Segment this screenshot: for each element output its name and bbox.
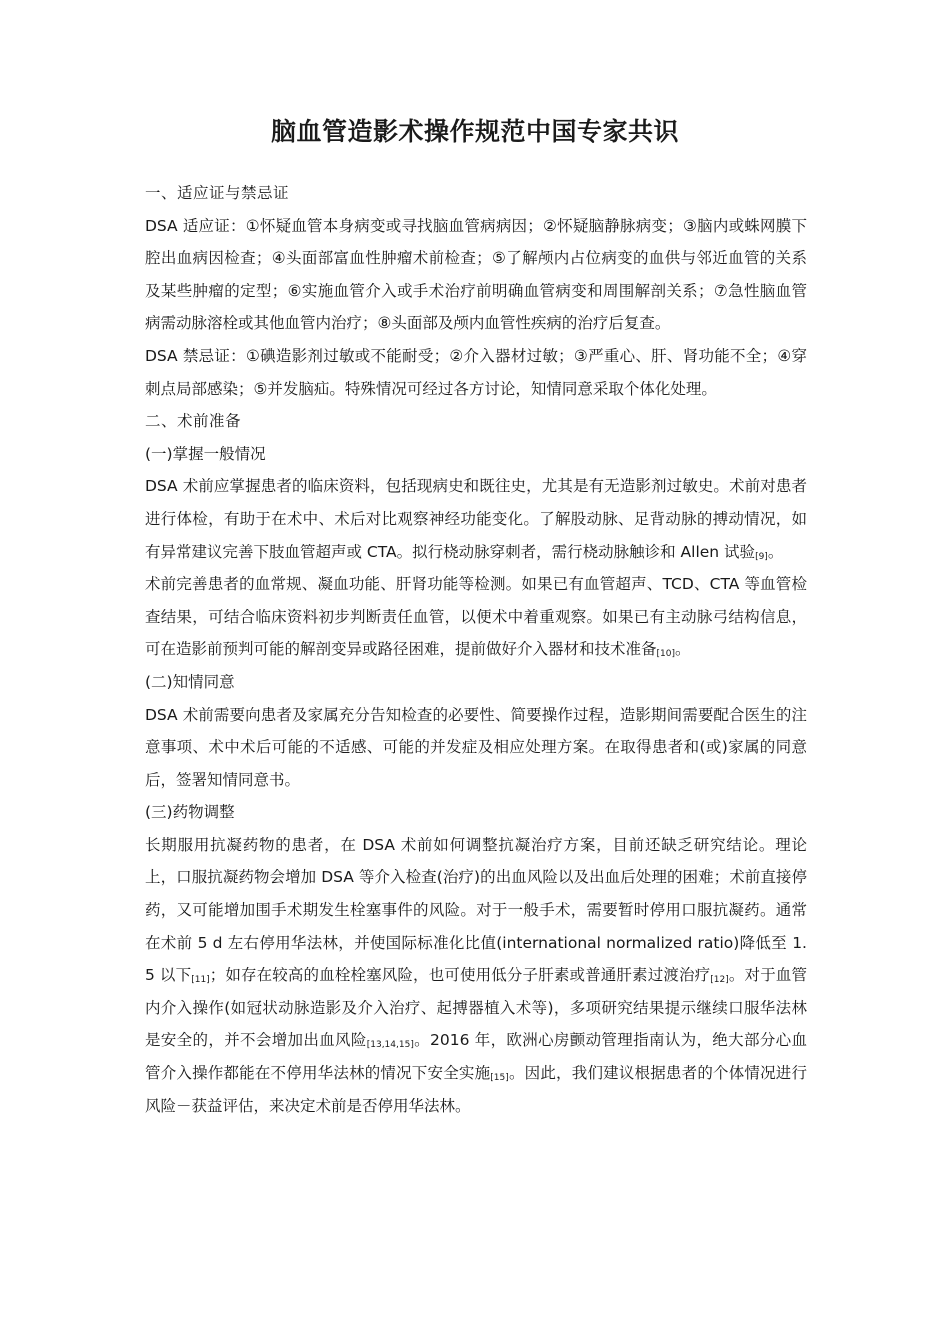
subsection-heading-medication: (三)药物调整	[145, 803, 235, 822]
citation-ref: [10]	[656, 649, 675, 660]
section-heading-indications: 一、适应证与禁忌证	[145, 184, 290, 202]
paragraph-indications: DSA 适应证：①怀疑血管本身病变或寻找脑血管病病因；②怀疑脑静脉病变；③脑内或蛛网膜下腔出血病因检查；④头面部富血性肿瘤术前检查；⑤了解颅内占位病变的血供与邻近血管的关系及某些肿瘤的定型；⑥实施血管介入或手术治疗前明确血管病变和周围解剖关系；⑦急性脑血管病需动脉溶栓或其他血管内治疗；⑧头面部及颅内血管性疾病的治疗后复查。	[145, 216, 807, 333]
paragraph-general-2	[145, 568, 807, 666]
paragraph-text: ；如存在较高的血栓栓塞风险，也可使用低分子肝素或普通肝素过渡治疗	[209, 966, 711, 985]
citation-ref: [9]	[755, 551, 768, 562]
citation-ref: [13,14,15]	[366, 1040, 414, 1051]
paragraph-consent: DSA 术前需要向患者及家属充分告知检查的必要性、简要操作过程，造影期间需要配合医生的注意事项、术中术后可能的不适感、可能的并发症及相应处理方案。在取得患者和(或)家属的同意后，签署知情同意书。	[145, 705, 807, 789]
citation-ref: [15]	[490, 1073, 509, 1084]
paragraph-text: 。对于血管内介入操作(如冠状动脉造影及介入治疗、起搏器植入术等)，多项研究结果提示继续口服华法林是安全的，并不会增加出血风险	[145, 966, 807, 1050]
subsection-heading-general: (一)掌握一般情况	[145, 444, 266, 463]
citation-ref: [12]	[710, 975, 729, 986]
citation-ref: [11]	[191, 975, 210, 986]
paragraph-text: 长期服用抗凝药物的患者，在 DSA 术前如何调整抗凝治疗方案，目前还缺乏研究结论。理论上，口服抗凝药物会增加 DSA 等介入检查(治疗)的出血风险以及出血后处理的困难；术前直接停药，又可能增加围手术期发生栓塞事件的风险。对于一般手术，需要暂时停用口服抗凝药。通常在术前 5 d 左右停用华法林，并使国际标准化比值(international normalized ratio)降低至 1.5 以下	[145, 835, 807, 985]
paragraph-medication	[145, 829, 807, 1122]
document-title: 脑血管造影术操作规范中国专家共识	[270, 117, 679, 146]
paragraph-text: 。因此，我们建议根据患者的个体情况进行风险－获益评估，来决定术前是否停用华法林。	[145, 1064, 807, 1115]
paragraph-end: 。	[675, 640, 691, 659]
paragraph-text: 术前完善患者的血常规、凝血功能、肝肾功能等检测。如果已有血管超声、TCD、CTA 等血管检查结果，可结合临床资料初步判断责任血管，以便术中着重观察。如果已有主动脉弓结构信息，可在造影前预判可能的解剖变异或路径困难，提前做好介入器材和技术准备	[145, 575, 807, 659]
subsection-heading-consent: (二)知情同意	[145, 672, 235, 691]
paragraph-text: DSA 术前应掌握患者的临床资料，包括现病史和既往史，尤其是有无造影剂过敏史。术前对患者进行体检，有助于在术中、术后对比观察神经功能变化。了解股动脉、足背动脉的搏动情况，如有异常建议完善下肢血管超声或 CTA。拟行桡动脉穿刺者，需行桡动脉触诊和 Allen 试验	[145, 477, 807, 561]
section-heading-preparation: 二、术前准备	[145, 412, 242, 431]
paragraph-end: 。	[767, 542, 784, 561]
document-body	[145, 177, 807, 1122]
paragraph-text: 。2016 年，欧洲心房颤动管理指南认为，绝大部分心血管介入操作都能在不停用华法林的情况下安全实施	[145, 1031, 807, 1083]
paragraph-general-1	[145, 470, 807, 568]
paragraph-contraindications: DSA 禁忌证：①碘造影剂过敏或不能耐受；②介入器材过敏；③严重心、肝、肾功能不全；④穿刺点局部感染；⑤并发脑疝。特殊情况可经过各方讨论，知情同意采取个体化处理。	[145, 346, 807, 398]
